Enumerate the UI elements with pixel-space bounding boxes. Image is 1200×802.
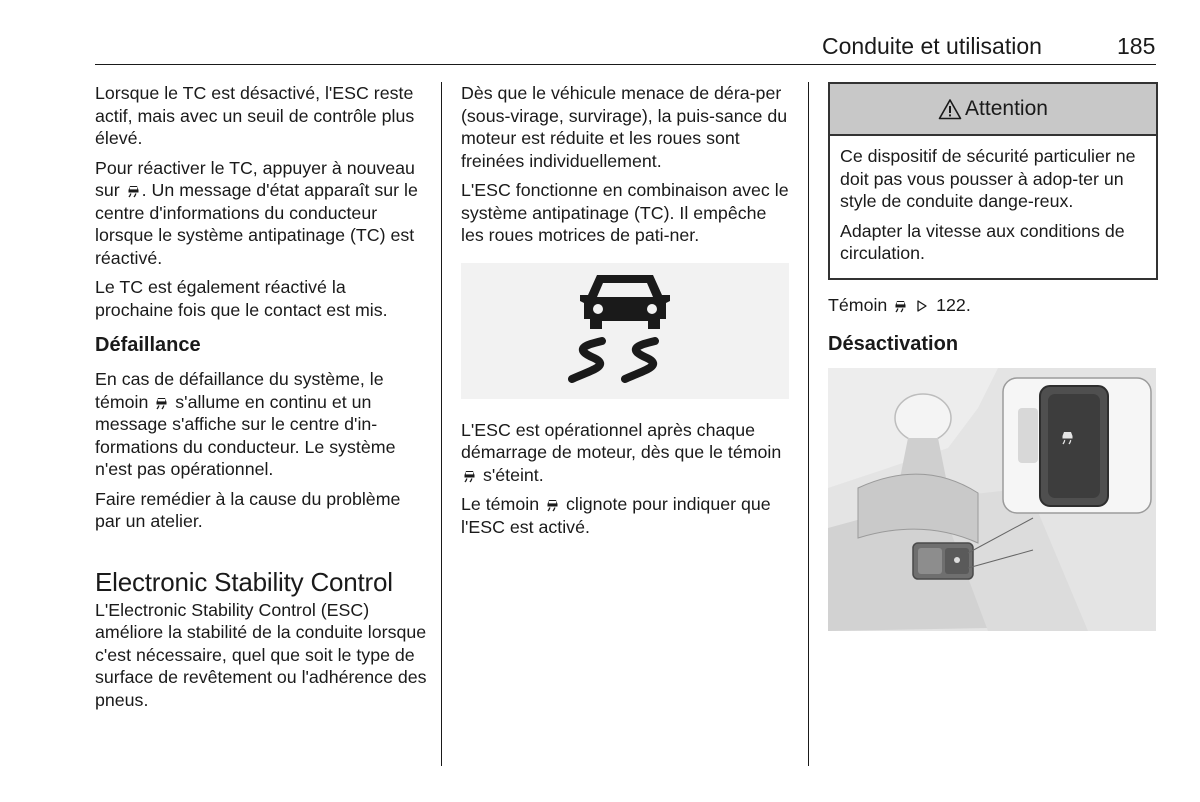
header-rule <box>95 64 1156 65</box>
warning-triangle-icon <box>938 98 962 120</box>
column-2 <box>461 82 791 545</box>
paragraph-text: Le témoin <box>461 494 540 514</box>
warning-text: Ce dispositif de sécurité particulier ne doit pas vous pousser à adop-ter un style de conduite dange-reux. <box>840 146 1136 211</box>
paragraph <box>95 157 427 270</box>
paragraph: L'ESC fonctionne en combinaison avec le système antipatinage (TC). Il empêche les roues motrices de pati-ner. <box>461 180 789 245</box>
cross-reference <box>828 294 1158 317</box>
page-reference: 122. <box>936 294 971 315</box>
skidding-car-icon <box>461 263 789 399</box>
column-divider-2 <box>808 82 809 766</box>
paragraph-text: En cas de défaillance du système, le témoin <box>95 369 384 412</box>
paragraph: Dès que le véhicule menace de déra-per (sous-virage, survirage), la puis-sance du moteur est réduite et les roues sont freinées individuellement. <box>461 83 788 171</box>
section-heading-deactivation: Désactivation <box>828 333 959 355</box>
traction-control-icon <box>155 396 168 410</box>
esc-indicator-icon <box>463 469 476 483</box>
section-heading-failure: Défaillance <box>95 334 201 356</box>
header-title: Conduite et utilisation <box>822 33 1042 59</box>
column-3 <box>828 82 1158 631</box>
section-heading-esc: Electronic Stability Control <box>95 566 393 597</box>
paragraph: Le TC est également réactivé la prochaine fois que le contact est mis. <box>95 277 388 320</box>
traction-control-icon <box>127 184 140 198</box>
center-console-image <box>828 368 1156 631</box>
paragraph-text: . Un message d'état apparaît sur le centre d'informations du conducteur lorsque le système antipatinage (TC) est réactivé. <box>95 180 418 268</box>
warning-header <box>830 84 1156 136</box>
arrow-right-icon <box>916 299 929 313</box>
paragraph <box>461 419 791 487</box>
paragraph-text: Pour réactiver le TC, appuyer à nouveau sur <box>95 157 415 200</box>
esc-indicator-icon <box>546 498 559 512</box>
esc-indicator-illustration <box>461 263 789 399</box>
paragraph <box>461 493 791 538</box>
paragraph-text: s'éteint. <box>482 464 544 485</box>
paragraph: Faire remédier à la cause du problème par un atelier. <box>95 488 401 531</box>
paragraph: L'Electronic Stability Control (ESC) améliore la stabilité de la conduite lorsque c'est nécessaire, quel que soit le type de surface de revêtement ou l'adhérence des pneus. <box>95 599 427 710</box>
paragraph-text: Témoin <box>828 294 888 315</box>
column-divider-1 <box>441 82 442 766</box>
paragraph-text: s'allume en continu et un message s'affiche sur le centre d'in-formations du conducteur. Le système n'est pas opérationnel. <box>95 391 396 479</box>
page-number: 185 <box>1117 33 1156 59</box>
warning-text: Adapter la vitesse aux conditions de circulation. <box>840 220 1125 263</box>
paragraph-text: L'ESC est opérationnel après chaque démarrage de moteur, dès que le témoin <box>461 419 782 462</box>
esc-indicator-icon <box>894 299 907 313</box>
column-1 <box>95 82 427 718</box>
warning-box <box>828 82 1158 280</box>
console-button-photo <box>828 368 1156 631</box>
paragraph: Lorsque le TC est désactivé, l'ESC reste actif, mais avec un seuil de contrôle plus élevé. <box>95 83 415 148</box>
warning-body <box>830 136 1156 278</box>
paragraph <box>95 368 427 481</box>
warning-title: Attention <box>965 96 1048 120</box>
paragraph-text: clignote pour indiquer que l'ESC est activé. <box>461 494 771 537</box>
